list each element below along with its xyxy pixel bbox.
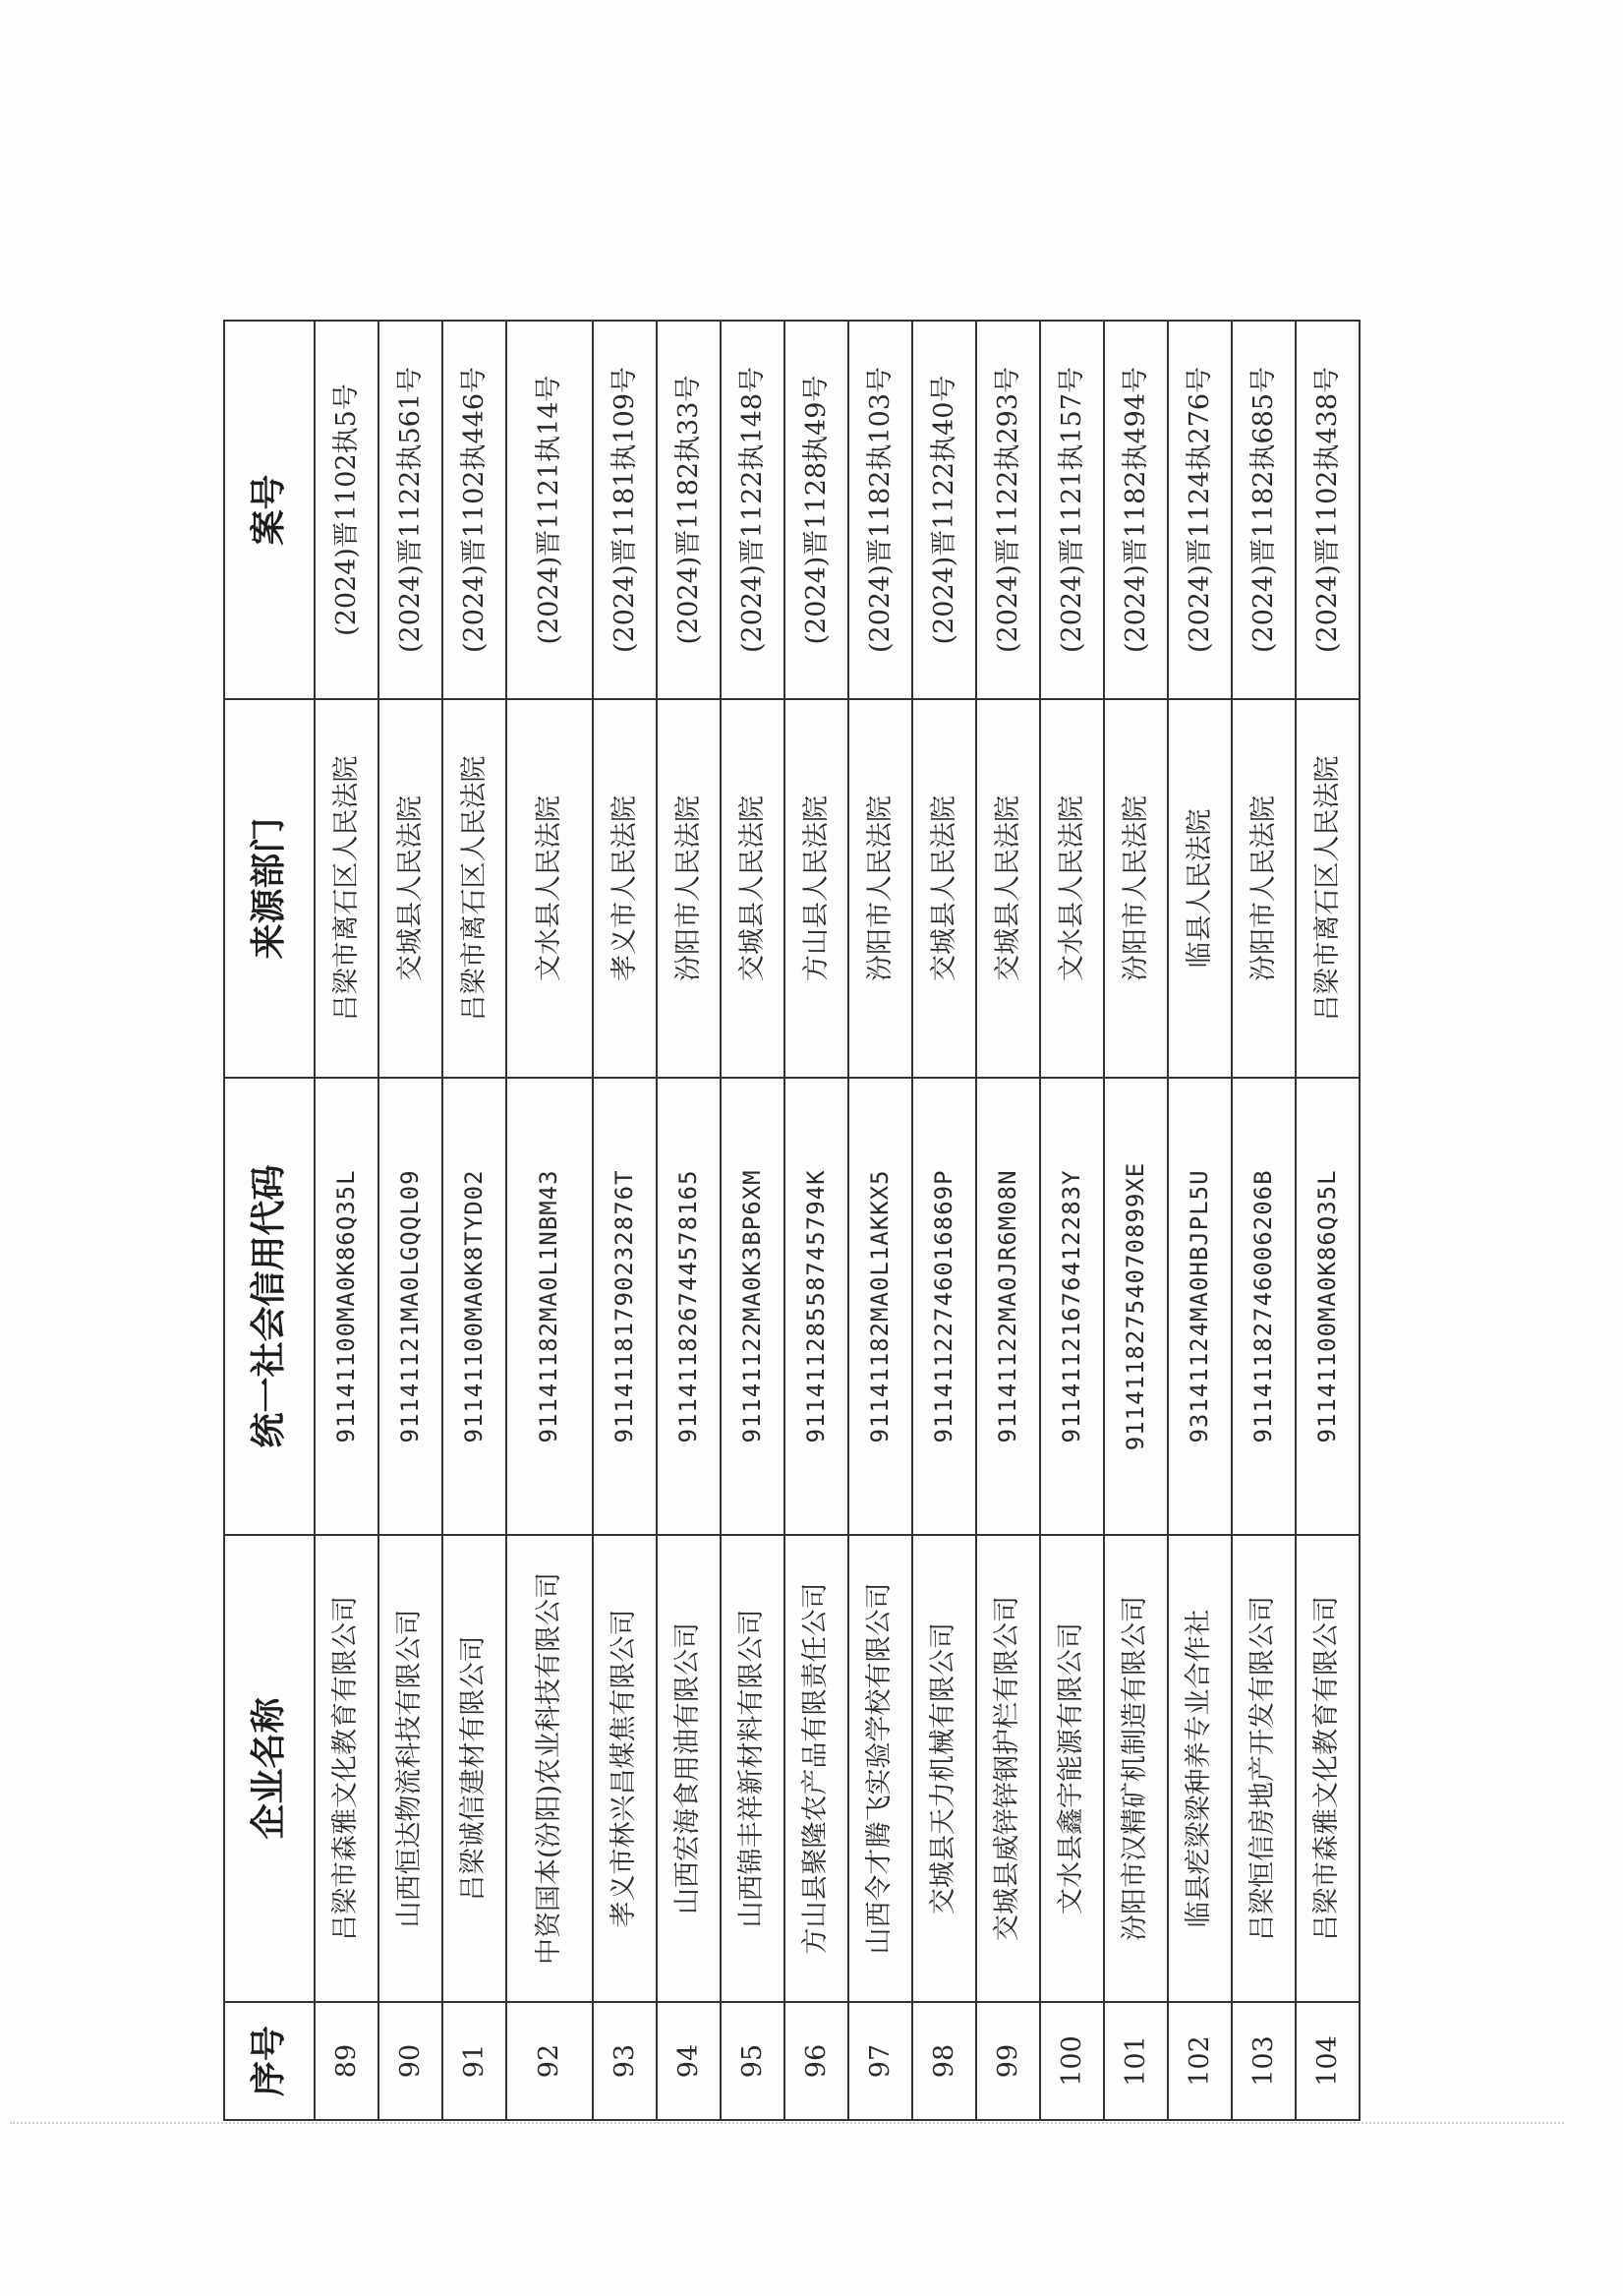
scan-artifact-line <box>10 2122 1564 2124</box>
row-case-no-cell: (2024)晋1121执157号 <box>1040 321 1104 699</box>
row-company-cell: 汾阳市汉精矿机制造有限公司 <box>1104 1535 1168 2002</box>
table-row <box>378 321 442 2120</box>
row-case-no-cell: (2024)晋1181执109号 <box>593 321 657 699</box>
row-source-cell: 交城县人民法院 <box>912 699 976 1078</box>
row-case-no-cell: (2024)晋1102执438号 <box>1296 321 1360 699</box>
row-company-cell: 山西锦丰祥新材料有限公司 <box>721 1535 784 2002</box>
row-source-cell: 文水县人民法院 <box>1040 699 1104 1078</box>
row-source-cell: 临县人民法院 <box>1168 699 1232 1078</box>
table-row <box>721 321 784 2120</box>
table-row <box>315 321 378 2120</box>
row-credit-code-cell: 91141182MA0L1NBM43 <box>506 1078 593 1535</box>
row-company-cell: 吕梁市森雅文化教育有限公司 <box>315 1535 378 2002</box>
table-row <box>593 321 657 2120</box>
row-credit-code-cell: 91141122746016869P <box>912 1078 976 1535</box>
row-case-no-cell: (2024)晋1182执494号 <box>1104 321 1168 699</box>
table-row <box>976 321 1040 2120</box>
row-company-cell: 吕梁诚信建材有限公司 <box>442 1535 506 2002</box>
row-index-cell: 96 <box>784 2002 848 2120</box>
rotated-table-frame <box>223 322 1359 2121</box>
row-index-cell: 99 <box>976 2002 1040 2120</box>
header-case-no: 案号 <box>224 321 315 699</box>
row-company-cell: 交城县天力机械有限公司 <box>912 1535 976 2002</box>
header-company: 企业名称 <box>224 1535 315 2002</box>
row-company-cell: 吕梁市森雅文化教育有限公司 <box>1296 1535 1360 2002</box>
header-credit-code: 统一社会信用代码 <box>224 1078 315 1535</box>
enforcement-records-table <box>223 320 1361 2121</box>
table-row <box>1040 321 1104 2120</box>
row-case-no-cell: (2024)晋1121执14号 <box>506 321 593 699</box>
row-case-no-cell: (2024)晋1102执5号 <box>315 321 378 699</box>
row-source-cell: 交城县人民法院 <box>721 699 784 1078</box>
row-case-no-cell: (2024)晋1102执446号 <box>442 321 506 699</box>
row-source-cell: 孝义市人民法院 <box>593 699 657 1078</box>
row-company-cell: 吕梁恒信房地产开发有限公司 <box>1232 1535 1296 2002</box>
row-company-cell: 山西令才腾飞实验学校有限公司 <box>848 1535 912 2002</box>
header-source: 来源部门 <box>224 699 315 1078</box>
row-source-cell: 吕梁市离石区人民法院 <box>1296 699 1360 1078</box>
row-index-cell: 101 <box>1104 2002 1168 2120</box>
row-case-no-cell: (2024)晋1182执685号 <box>1232 321 1296 699</box>
table-row <box>506 321 593 2120</box>
row-index-cell: 104 <box>1296 2002 1360 2120</box>
table-row <box>1232 321 1296 2120</box>
row-source-cell: 汾阳市人民法院 <box>1104 699 1168 1078</box>
row-company-cell: 孝义市林兴昌煤焦有限公司 <box>593 1535 657 2002</box>
row-credit-code-cell: 91141100MA0K8TYD02 <box>442 1078 506 1535</box>
row-index-cell: 93 <box>593 2002 657 2120</box>
table-row <box>1168 321 1232 2120</box>
row-case-no-cell: (2024)晋1128执49号 <box>784 321 848 699</box>
row-index-cell: 102 <box>1168 2002 1232 2120</box>
row-company-cell: 中资国本(汾阳)农业科技有限公司 <box>506 1535 593 2002</box>
row-source-cell: 方山县人民法院 <box>784 699 848 1078</box>
table-row <box>657 321 721 2120</box>
row-source-cell: 吕梁市离石区人民法院 <box>315 699 378 1078</box>
row-company-cell: 山西恒达物流科技有限公司 <box>378 1535 442 2002</box>
row-credit-code-cell: 93141124MA0HBJPL5U <box>1168 1078 1232 1535</box>
table-row <box>784 321 848 2120</box>
row-index-cell: 92 <box>506 2002 593 2120</box>
row-credit-code-cell: 91141121MA0LGQQL09 <box>378 1078 442 1535</box>
row-source-cell: 汾阳市人民法院 <box>848 699 912 1078</box>
row-index-cell: 91 <box>442 2002 506 2120</box>
row-index-cell: 97 <box>848 2002 912 2120</box>
row-credit-code-cell: 91141182754070899XE <box>1104 1078 1168 1535</box>
row-credit-code-cell: 91141122MA0JR6M08N <box>976 1078 1040 1535</box>
row-index-cell: 89 <box>315 2002 378 2120</box>
row-index-cell: 98 <box>912 2002 976 2120</box>
row-credit-code-cell: 91141182746006206B <box>1232 1078 1296 1535</box>
row-case-no-cell: (2024)晋1182执33号 <box>657 321 721 699</box>
row-credit-code-cell: 91141121676412283Y <box>1040 1078 1104 1535</box>
table-row <box>912 321 976 2120</box>
row-source-cell: 汾阳市人民法院 <box>1232 699 1296 1078</box>
row-source-cell: 汾阳市人民法院 <box>657 699 721 1078</box>
row-credit-code-cell: 91141181790232876T <box>593 1078 657 1535</box>
row-source-cell: 吕梁市离石区人民法院 <box>442 699 506 1078</box>
row-credit-code-cell: 911411826744578165 <box>657 1078 721 1535</box>
row-case-no-cell: (2024)晋1122执293号 <box>976 321 1040 699</box>
table-row <box>1296 321 1360 2120</box>
row-index-cell: 103 <box>1232 2002 1296 2120</box>
row-case-no-cell: (2024)晋1124执276号 <box>1168 321 1232 699</box>
row-source-cell: 文水县人民法院 <box>506 699 593 1078</box>
row-case-no-cell: (2024)晋1182执103号 <box>848 321 912 699</box>
row-credit-code-cell: 91141100MA0K86Q35L <box>315 1078 378 1535</box>
header-index: 序号 <box>224 2002 315 2120</box>
row-index-cell: 94 <box>657 2002 721 2120</box>
row-company-cell: 交城县威锌锌钢护栏有限公司 <box>976 1535 1040 2002</box>
row-case-no-cell: (2024)晋1122执561号 <box>378 321 442 699</box>
table-row <box>848 321 912 2120</box>
row-company-cell: 方山县聚隆农产品有限责任公司 <box>784 1535 848 2002</box>
row-company-cell: 临县疙梁梁种养专业合作社 <box>1168 1535 1232 2002</box>
table-body <box>315 321 1360 2120</box>
row-index-cell: 95 <box>721 2002 784 2120</box>
row-case-no-cell: (2024)晋1122执148号 <box>721 321 784 699</box>
row-credit-code-cell: 91141182MA0L1AKKX5 <box>848 1078 912 1535</box>
row-credit-code-cell: 91141100MA0K86Q35L <box>1296 1078 1360 1535</box>
row-source-cell: 交城县人民法院 <box>976 699 1040 1078</box>
row-index-cell: 100 <box>1040 2002 1104 2120</box>
row-company-cell: 文水县鑫宇能源有限公司 <box>1040 1535 1104 2002</box>
row-index-cell: 90 <box>378 2002 442 2120</box>
row-source-cell: 交城县人民法院 <box>378 699 442 1078</box>
table-row <box>442 321 506 2120</box>
row-company-cell: 山西宏海食用油有限公司 <box>657 1535 721 2002</box>
table-header-row <box>224 321 315 2120</box>
row-credit-code-cell: 91141128558745794K <box>784 1078 848 1535</box>
table-row <box>1104 321 1168 2120</box>
row-credit-code-cell: 91141122MA0K3BP6XM <box>721 1078 784 1535</box>
row-case-no-cell: (2024)晋1122执40号 <box>912 321 976 699</box>
